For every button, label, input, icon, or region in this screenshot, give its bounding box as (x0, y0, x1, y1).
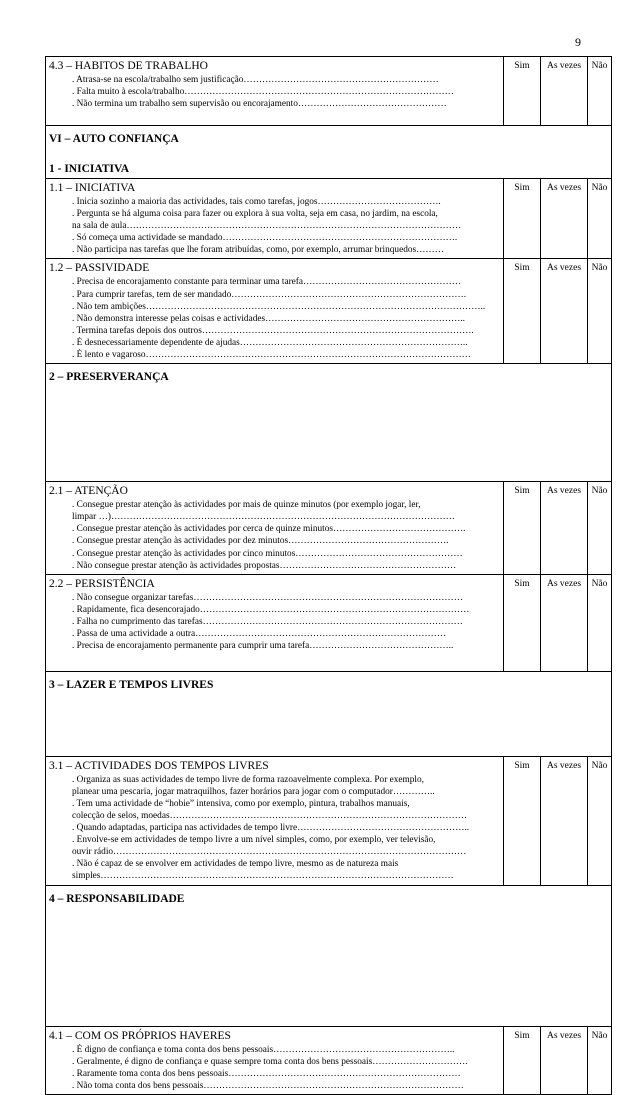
answer-as-vezes-label: As vezes (546, 183, 582, 193)
section-row (46, 364, 612, 482)
answer-as-vezes-cell[interactable] (541, 259, 588, 364)
criterion-cell (46, 574, 504, 671)
answer-as-vezes-cell[interactable] (541, 179, 588, 259)
answer-nao-label: Não (591, 61, 608, 71)
answer-sim-label: Sim (514, 486, 530, 497)
criterion-row (46, 259, 612, 364)
answer-as-vezes-label: As vezes (546, 486, 582, 497)
criterion-item: . Quando adaptadas, participa nas actividades de tempo livre……………………………………………….. (72, 823, 470, 834)
criterion-row (46, 179, 612, 259)
answer-as-vezes-cell[interactable] (541, 756, 588, 885)
answer-sim-label: Sim (514, 578, 530, 589)
criterion-item: . Falha no cumprimento das tarefas………………………………………………………………………… (72, 616, 463, 627)
answer-sim-label: Sim (514, 1030, 530, 1041)
answer-nao-label: Não (591, 578, 608, 589)
answer-nao-cell[interactable] (588, 259, 612, 364)
criterion-item: . Atrasa-se na escola/trabalho sem justificação……………………………………………………… (72, 75, 439, 85)
answer-sim-label: Sim (514, 183, 530, 193)
criterion-row (46, 57, 612, 126)
section-row (46, 885, 612, 1026)
answer-nao-cell[interactable] (588, 574, 612, 671)
criterion-title: 1.2 – PASSIVIDADE (49, 262, 150, 275)
answer-nao-cell[interactable] (588, 1026, 612, 1094)
criterion-item: limpar …)………………………………………………………………………………………………… (72, 512, 455, 523)
section-cell (46, 126, 612, 179)
criterion-item: . Precisa de encorajamento constante para terminar uma tarefa…………………………………………… (72, 277, 462, 288)
criterion-items (46, 1044, 503, 1094)
criterion-item: ouvir rádio…………………………………………………………………………………………………… (72, 847, 467, 858)
criterion-item: planear uma pescaria, jogar matraquilhos, fazer horários para jogar com o computador………….. (72, 786, 435, 797)
criterion-item: . É desnecessariamente dependente de ajudas……………………………………………………………….. (72, 337, 468, 348)
criterion-item: . Para cumprir tarefas, tem de ser mandado…………………………………………………………………. (72, 289, 467, 300)
answer-sim-cell[interactable] (504, 574, 541, 671)
answer-sim-cell[interactable] (504, 259, 541, 364)
criterion-item: . Organiza as suas actividades de tempo livre de forma razoavelmente complexa. Por exemplo, (72, 774, 424, 785)
criterion-items (46, 74, 503, 112)
answer-sim-cell[interactable] (504, 756, 541, 885)
criterion-cell (46, 259, 504, 364)
answer-nao-cell[interactable] (588, 57, 612, 126)
criterion-row (46, 1026, 612, 1094)
section-row (46, 126, 612, 179)
answer-nao-cell[interactable] (588, 179, 612, 259)
criterion-title: 2.1 – ATENÇÃO (49, 485, 128, 498)
criterion-item: . Passa de uma actividade a outra……………………………………………………………………… (72, 628, 447, 639)
section-row (46, 671, 612, 756)
criterion-item: . Só começa uma actividade se mandado…………………………………………………………………. (72, 233, 458, 244)
criterion-item: . Não é capaz de se envolver em actividades de tempo livre, mesmo as de natureza mais (72, 859, 399, 870)
criterion-title: 4.1 – COM OS PRÓPRIOS HAVERES (49, 1029, 231, 1042)
criterion-title: 4.3 – HABITOS DE TRABALHO (49, 60, 208, 72)
criterion-item: simples…………………………………………………………………………………………………… (72, 871, 454, 882)
criterion-item: . Raramente toma conta dos bens pessoais………………………………………………………………… (72, 1068, 461, 1079)
criterion-item: . Não participa nas tarefas que lhe foram atribuídas, como, por exemplo, arrumar brinquedos……… (72, 245, 445, 256)
criterion-cell (46, 756, 504, 885)
criterion-item: . Tem uma actividade de “hobie” intensiva, como por exemplo, pintura, trabalhos manuais, (72, 798, 410, 809)
section-title: 4 – RESPONSABILIDADE (49, 892, 185, 905)
answer-sim-cell[interactable] (504, 179, 541, 259)
criterion-item: . Não tem ambições……………………………………………………………………………………………….. (72, 301, 486, 312)
answer-as-vezes-label: As vezes (546, 61, 582, 71)
criterion-item: . Precisa de encorajamento permanente para cumprir uma tarefa……………………………………….. (72, 641, 454, 652)
criterion-title: 3.1 – ACTIVIDADES DOS TEMPOS LIVRES (49, 759, 269, 772)
assessment-form (45, 56, 612, 1095)
criterion-item: . Inicia sozinho a maioria das actividades, tais como tarefas, jogos…………………………………. (72, 197, 441, 207)
answer-as-vezes-label: As vezes (546, 760, 582, 771)
answer-nao-cell[interactable] (588, 482, 612, 575)
answer-sim-label: Sim (514, 760, 530, 771)
section-title: 3 – LAZER E TEMPOS LIVRES (49, 678, 214, 691)
answer-as-vezes-cell[interactable] (541, 1026, 588, 1094)
section-cell (46, 671, 612, 756)
answer-as-vezes-cell[interactable] (541, 482, 588, 575)
criterion-item: . Não consegue prestar atenção às actividades propostas………………………………………………… (72, 560, 457, 571)
section-title: 2 – PRESERVERANÇA (49, 371, 169, 384)
answer-as-vezes-cell[interactable] (541, 57, 588, 126)
answer-nao-label: Não (591, 183, 608, 193)
criterion-items (46, 196, 503, 258)
criterion-item: . Pergunta se há alguma coisa para fazer ou explora à sua volta, seja em casa, no jardim, na escola, (72, 209, 438, 220)
answer-nao-label: Não (591, 263, 608, 274)
criterion-item: . Não toma conta dos bens pessoais………………………………………………………………………… (72, 1080, 464, 1091)
criterion-item: colecção de selos, moedas…………………………………………………………………………………… (72, 810, 468, 821)
criterion-title: 1.1 – INICIATIVA (49, 182, 136, 194)
criterion-cell (46, 57, 504, 126)
criterion-item: . Não consegue organizar tarefas…………………………………………………………………………… (72, 592, 464, 603)
criterion-item: . Consegue prestar atenção às actividades por mais de quinze minutos (por exemplo jogar, ler, (72, 500, 421, 511)
criterion-items (46, 592, 503, 654)
answer-nao-label: Não (591, 1030, 608, 1041)
section-title: VI – AUTO CONFIANÇA (49, 133, 179, 145)
section-cell (46, 364, 612, 482)
page-number: 9 (575, 35, 581, 49)
answer-nao-cell[interactable] (588, 756, 612, 885)
answer-sim-cell[interactable] (504, 482, 541, 575)
answer-sim-cell[interactable] (504, 1026, 541, 1094)
criterion-title: 2.2 – PERSISTÊNCIA (49, 577, 155, 590)
criterion-item: . Consegue prestar atenção às actividades por cerca de quinze minutos……………………………………. (72, 524, 466, 535)
criterion-item: . É digno de confiança e toma conta dos bens pessoais………………………………………………….. (72, 1044, 455, 1055)
criterion-item: . Consegue prestar atenção às actividades por dez minutos……………………………………………. (72, 536, 449, 547)
criterion-item: . Não termina um trabalho sem supervisão ou encorajamento………………………………………… (72, 99, 447, 110)
criterion-item: . Envolve-se em actividades de tempo livre a um nível simples, como, por exemplo, ver televisão, (72, 835, 436, 846)
answer-as-vezes-cell[interactable] (541, 574, 588, 671)
answer-sim-cell[interactable] (504, 57, 541, 126)
criterion-item: . Rapidamente, fica desencorajado…………………………………………………………………………… (72, 604, 470, 615)
criterion-item: . Falta muito à escola/trabalho…………………………………………………………………………… (72, 87, 454, 98)
criterion-cell (46, 1026, 504, 1094)
section-subtitle: 1 - INICIATIVA (49, 163, 130, 175)
criterion-row (46, 574, 612, 671)
answer-nao-label: Não (591, 760, 608, 771)
answer-as-vezes-label: As vezes (546, 263, 582, 274)
criterion-items (46, 276, 503, 363)
criterion-items (46, 774, 503, 885)
criterion-item: . Consegue prestar atenção às actividades por cinco minutos……………………………………………… (72, 548, 463, 559)
criterion-cell (46, 482, 504, 575)
answer-sim-label: Sim (514, 61, 530, 71)
answer-sim-label: Sim (514, 263, 530, 274)
criterion-item: . Termina tarefas depois dos outros……………………………………………………………………………. (72, 325, 474, 336)
criterion-item: . É lento e vagaroso…………………………………………………………………………………………… (72, 350, 471, 361)
criterion-item: . Geralmente, é digno de confiança e quase sempre toma conta dos bens pessoais…………………………. (72, 1056, 468, 1067)
criterion-cell (46, 179, 504, 259)
criterion-row (46, 756, 612, 885)
criterion-item: . Não demonstra interesse pelas coisas e actividades……………………………………………………….. (72, 313, 465, 324)
answer-as-vezes-label: As vezes (546, 578, 582, 589)
criterion-row (46, 482, 612, 575)
section-cell (46, 885, 612, 1026)
answer-as-vezes-label: As vezes (546, 1030, 582, 1041)
criterion-items (46, 499, 503, 574)
criterion-item: na sala de aula……………………………………………………………………………………………… (72, 221, 462, 232)
answer-nao-label: Não (591, 486, 608, 497)
